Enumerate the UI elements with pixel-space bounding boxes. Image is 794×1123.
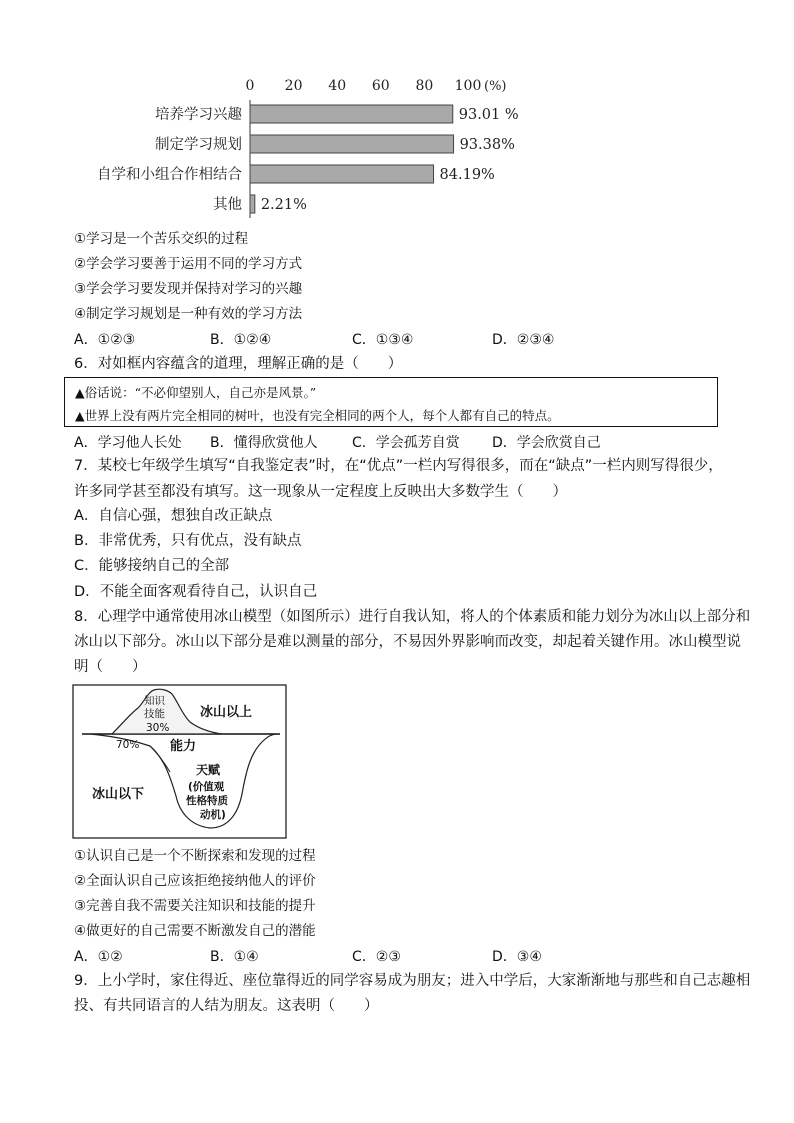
q8-option-d: D．③④ [492, 949, 542, 965]
q8-option-a: A．①② [74, 949, 123, 965]
q5-option-a: A．①②③ [74, 332, 136, 348]
q6-option-b: B．懂得欣赏他人 [210, 435, 318, 451]
fig-label-talent: 天赋 [196, 763, 221, 777]
fig-label-values: (价值观 [188, 781, 225, 793]
bar [250, 195, 255, 213]
q7-option-c: C．能够接纳自己的全部 [74, 558, 230, 574]
bar [250, 105, 453, 123]
q8-item-3: ③完善自我不需要关注知识和技能的提升 [74, 898, 316, 914]
q8-stem-line-2: 冰山以下部分。冰山以下部分是难以测量的部分，不易因外界影响而改变，却起着关键作用。冰山模型说 [74, 634, 741, 650]
q6-option-c: C．学会孤芳自赏 [352, 435, 460, 451]
q6-quote-box [64, 377, 718, 427]
q8-option-c: C．②③ [352, 949, 401, 965]
bar [250, 135, 454, 153]
q8-stem-line-3: 明（ ） [74, 659, 147, 675]
axis-tick-label: 60 [371, 78, 390, 94]
bar-value-label: 93.38% [459, 137, 515, 153]
q6-box-line-2: ▲世界上没有两片完全相同的树叶，也没有完全相同的两个人，每个人都有自己的特点。 [75, 408, 560, 423]
q5-item-4: ④制定学习规划是一种有效的学习方法 [74, 306, 303, 322]
iceberg-model-figure [72, 684, 288, 840]
q8-option-b: B．①④ [210, 949, 259, 965]
fig-pct-above: 30% [146, 722, 170, 734]
axis-tick-label: 40 [328, 78, 347, 94]
q5-option-c: C．①③④ [352, 332, 414, 348]
fig-pct-below: 70% [116, 739, 140, 751]
bar-value-label: 84.19% [439, 167, 495, 183]
fig-label-above: 冰山以上 [200, 705, 253, 720]
q8-item-4: ④做更好的自己需要不断激发自己的潜能 [74, 923, 316, 939]
q7-stem-line-1: 7．某校七年级学生填写“自我鉴定表”时，在“优点”一栏内写得很多，而在“缺点”一栏内则写得很少， [74, 458, 723, 474]
category-label: 其他 [213, 197, 242, 213]
fig-label-skill: 技能 [144, 708, 165, 720]
q5-item-3: ③学会学习要发现并保持对学习的兴趣 [74, 281, 303, 297]
q9-stem-line-1: 9．上小学时，家住得近、座位靠得近的同学容易成为朋友；进入中学后，大家渐渐地与那些和自己志趣相 [74, 973, 751, 989]
axis-unit-label: (%) [484, 79, 507, 94]
axis-tick-label: 20 [284, 78, 303, 94]
bar-value-label: 2.21% [260, 197, 307, 213]
axis-tick-label: 0 [245, 78, 255, 94]
axis-tick-label: 80 [415, 78, 434, 94]
axis-tick-label: 100 [454, 78, 482, 94]
q6-stem: 6．对如框内容蕴含的道理，理解正确的是（ ） [74, 356, 403, 372]
q7-stem-line-2: 许多同学甚至都没有填写。这一现象从一定程度上反映出大多数学生（ ） [74, 484, 567, 500]
category-label: 制定学习规划 [155, 137, 242, 153]
q5-option-d: D．②③④ [492, 332, 555, 348]
category-label: 培养学习兴趣 [155, 107, 242, 123]
category-label: 自学和小组合作相结合 [97, 167, 242, 183]
fig-label-traits: 性格特质 [186, 795, 228, 807]
q6-option-d: D．学会欣赏自己 [492, 435, 601, 451]
q8-item-1: ①认识自己是一个不断探索和发现的过程 [74, 848, 316, 864]
q9-stem-line-2: 投、有共同语言的人结为朋友。这表明（ ） [74, 998, 379, 1014]
survey-bar-chart [60, 72, 540, 222]
q7-option-b: B．非常优秀，只有优点，没有缺点 [74, 533, 302, 549]
q6-box-line-1: ▲俗话说：“不必仰望别人，自己亦是风景。” [75, 385, 317, 400]
fig-label-motive: 动机) [200, 809, 226, 821]
bar [250, 165, 434, 183]
q7-option-a: A．自信心强，想独自改正缺点 [74, 508, 273, 524]
bar-value-label: 93.01 % [458, 107, 519, 123]
q6-option-a: A．学习他人长处 [74, 435, 182, 451]
q5-option-b: B．①②④ [210, 332, 272, 348]
q7-option-d: D．不能全面客观看待自己，认识自己 [74, 584, 318, 600]
q8-stem-line-1: 8．心理学中通常使用冰山模型（如图所示）进行自我认知，将人的个体素质和能力划分为冰山以上部分和 [74, 609, 751, 625]
fig-label-knowledge: 知识 [144, 695, 165, 707]
q8-item-2: ②全面认识自己应该拒绝接纳他人的评价 [74, 873, 316, 889]
fig-label-below: 冰山以下 [92, 787, 145, 802]
fig-label-ability: 能力 [170, 739, 197, 754]
q5-item-1: ①学习是一个苦乐交织的过程 [74, 231, 249, 247]
q5-item-2: ②学会学习要善于运用不同的学习方式 [74, 256, 303, 272]
